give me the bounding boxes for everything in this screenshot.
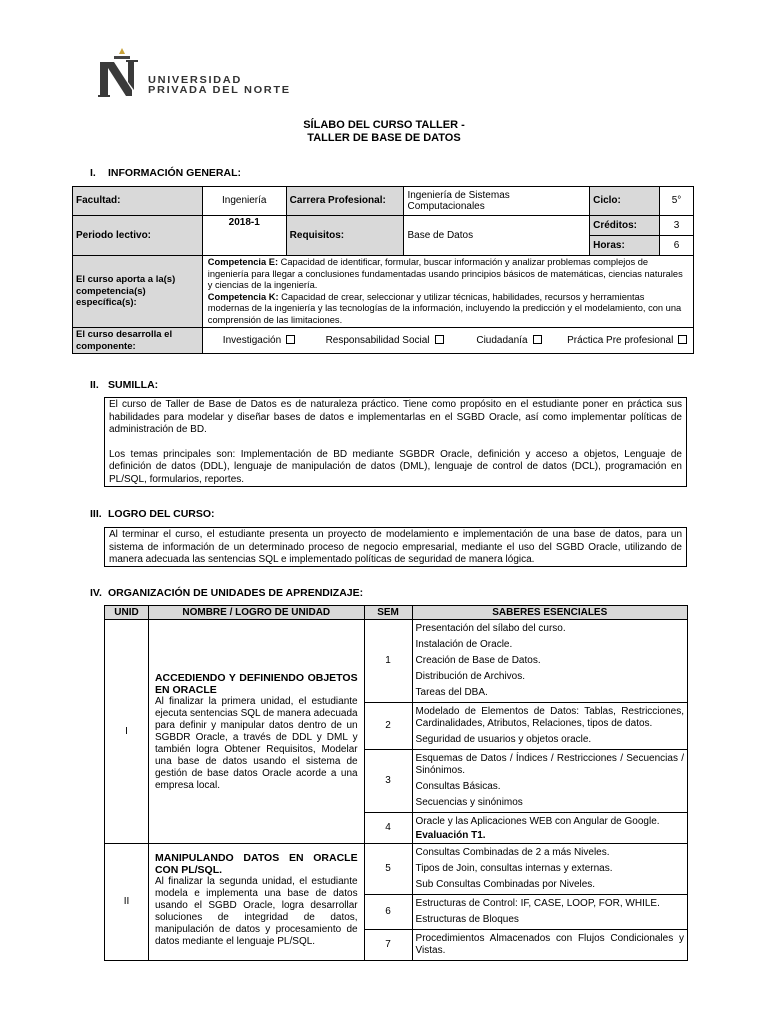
week-saberes [412,844,687,895]
week-number: 4 [364,813,412,844]
section-title: SUMILLA: [108,379,159,391]
general-info-table [72,186,694,354]
section-heading-sumilla [90,379,158,391]
list-item: Creación de Base de Datos. [415,655,541,666]
list-item: Tareas del DBA. [415,687,488,698]
week-saberes [412,895,687,930]
section-number: I. [90,167,96,179]
requisitos-label: Requisitos: [286,216,404,256]
list-item: Tipos de Join, consultas internas y externas. [415,863,613,874]
logro-text: Al terminar el curso, el estudiante presenta un proyecto de modelamiento e implementación de una base de datos, para un sistema de información de un determinado proceso de negocio empresarial, mediante el uso del SGBD Oracle, utilizando de manera adecuada las sentencias SQL e implementado políticas de seguridad de manera lógica. [109,529,682,565]
periodo-label: Periodo lectivo: [73,216,203,256]
list-item: Secuencias y sinónimos [415,797,523,808]
header-nombre-logro: NOMBRE / LOGRO DE UNIDAD [148,606,364,620]
unit-logro-cell [148,844,364,961]
requisitos-value: Base de Datos [404,216,590,256]
week-saberes [412,813,687,844]
option-ciudadania[interactable] [476,335,564,347]
week-saberes [412,930,687,961]
table-row [105,620,688,703]
competencias-cell [202,256,693,328]
creditos-label: Créditos: [590,216,660,236]
checkbox-icon[interactable] [533,335,542,344]
week-number: 7 [364,930,412,961]
university-logo [98,46,291,102]
unit-logro-text: Al finalizar la segunda unidad, el estudiante modela e implementa una base de datos usando el SGBD Oracle, logra desarrollar soluciones de integridad de datos, manipulación de datos y procesamiento de datos mediante el lenguaje PL/SQL. [154,876,358,947]
week-saberes [412,750,687,813]
unit-number: II [105,844,149,961]
list-item: Instalación de Oracle. [415,639,513,650]
option-practica[interactable] [567,335,687,346]
week-number: 6 [364,895,412,930]
units-table [104,605,688,961]
competencia-label: El curso aporta a la(s) competencia(s) específica(s): [73,256,203,328]
list-item: Esquemas de Datos / Índices / Restricciones / Secuencias / Sinónimos. [415,753,684,776]
periodo-value: 2018-1 [202,216,286,256]
option-investigacion[interactable] [223,335,323,347]
facultad-label: Facultad: [73,187,203,216]
section-number: III. [90,508,102,520]
checkbox-icon[interactable] [435,335,444,344]
checkbox-icon[interactable] [678,335,687,344]
week-number: 2 [364,703,412,750]
section-title: ORGANIZACIÓN DE UNIDADES DE APRENDIZAJE: [108,587,364,599]
header-sem: SEM [364,606,412,620]
list-item: Distribución de Archivos. [415,671,526,682]
unit-logro-text: Al finalizar la primera unidad, el estudiante ejecuta sentencias SQL de manera adecuada para definir y manipular datos dentro de un SGBDR Oracle, a través de DDL y DML y también logra Obtener Requisitos, Modelar una base de datos usando el sistema de gestión de base datos Oracle acorde a una empresa local. [154,695,358,791]
header-unid: UNID [105,606,149,620]
unit-title: MANIPULANDO DATOS EN ORACLE CON PL/SQL. [154,852,358,876]
ciclo-value: 5° [660,187,694,216]
sumilla-paragraph-1: El curso de Taller de Base de Datos es de naturaleza práctico. Tiene como propósito en el estudiante poner en práctica sus habilidades para modelar y diseñar bases de datos e implementarlas en el SGBD Oracle, así como implementar políticas de administración de BD. [109,399,682,435]
list-item: Oracle y las Aplicaciones WEB con Angular de Google. [415,816,660,827]
option-ciudadania-label: Ciudadanía [476,334,528,346]
list-item: Seguridad de usuarios y objetos oracle. [415,734,592,745]
week-saberes [412,703,687,750]
list-item: Sub Consultas Combinadas por Niveles. [415,879,596,890]
componente-label: El curso desarrolla el componente: [73,328,203,354]
logo-line-2: PRIVADA DEL NORTE [148,85,291,96]
document-title [0,119,768,145]
unit-logro-cell [148,620,364,844]
option-practica-label: Práctica Pre profesional [567,334,674,346]
week-number: 3 [364,750,412,813]
competencia-e [208,257,688,292]
table-row [105,844,688,895]
list-item: Presentación del sílabo del curso. [415,623,566,634]
list-item: Consultas Básicas. [415,781,501,792]
logo-line-1: UNIVERSIDAD [148,75,242,86]
competencia-k [208,292,688,327]
competencia-e-title: Competencia E: [207,257,279,267]
competencia-k-text: Capacidad de crear, seleccionar y utilizar técnicas, habilidades, recursos y herramientas modernas de la ingeniería y las tecnologías de la información, incluyendo la predicción y el modelamiento, con una comprensión de las limitaciones. [207,291,682,325]
competencia-k-title: Competencia K: [207,291,279,302]
list-item: Consultas Combinadas de 2 a más Niveles. [415,847,610,858]
componente-options [202,328,693,354]
list-item: Modelado de Elementos de Datos: Tablas, Restricciones, Cardinalidades, Atributos, Relaciones, tipos de datos. [415,706,684,729]
section-heading-informacion [90,167,241,179]
option-responsabilidad[interactable] [326,335,474,347]
unit-number: I [105,620,149,844]
ciclo-label: Ciclo: [590,187,660,216]
carrera-label: Carrera Profesional: [286,187,404,216]
creditos-value: 3 [660,216,694,236]
section-heading-unidades [90,587,363,599]
section-number: IV. [90,587,102,599]
list-item: Procedimientos Almacenados con Flujos Condicionales y Vistas. [415,933,684,956]
week-saberes [412,620,687,703]
section-number: II. [90,379,99,391]
upn-logo-icon [98,46,146,102]
section-title: INFORMACIÓN GENERAL: [108,167,241,179]
facultad-value: Ingeniería [202,187,286,216]
week-number: 1 [364,620,412,703]
list-item: Estructuras de Bloques [415,914,519,925]
checkbox-icon[interactable] [286,335,295,344]
section-heading-logro [90,508,215,520]
header-saberes: SABERES ESENCIALES [412,606,687,620]
horas-label: Horas: [590,236,660,256]
logro-box [104,527,687,567]
option-responsabilidad-label: Responsabilidad Social [325,334,430,346]
carrera-value: Ingeniería de Sistemas Computacionales [404,187,590,216]
logo-wordmark [148,76,291,96]
evaluation-label: Evaluación T1. [415,830,486,841]
sumilla-paragraph-2: Los temas principales son: Implementación de BD mediante SGBDR Oracle, definición y acceso a objetos, Lenguaje de definición de datos (DDL), lenguaje de manipulación de datos (DML), lenguaje de control de datos (DCL), programación en PL/SQL, formularios, reportes. [109,448,682,485]
title-line-1: SÍLABO DEL CURSO TALLER - [303,119,465,131]
horas-value: 6 [660,236,694,256]
week-number: 5 [364,844,412,895]
list-item: Estructuras de Control: IF, CASE, LOOP, FOR, WHILE. [415,898,660,909]
option-investigacion-label: Investigación [222,334,282,346]
sumilla-box [104,397,687,487]
title-line-2: TALLER DE BASE DE DATOS [307,132,461,144]
units-header-row [105,606,688,620]
section-title: LOGRO DEL CURSO: [108,508,215,520]
unit-title: ACCEDIENDO Y DEFINIENDO OBJETOS EN ORACLE [154,671,358,696]
competencia-e-text: Capacidad de identificar, formular, buscar información y analizar problemas complejos de ingeniería para llegar a conclusiones fundamentadas usando principios básicos de matemáticas, ciencias naturales y ciencias de la ingeniería. [207,257,683,290]
